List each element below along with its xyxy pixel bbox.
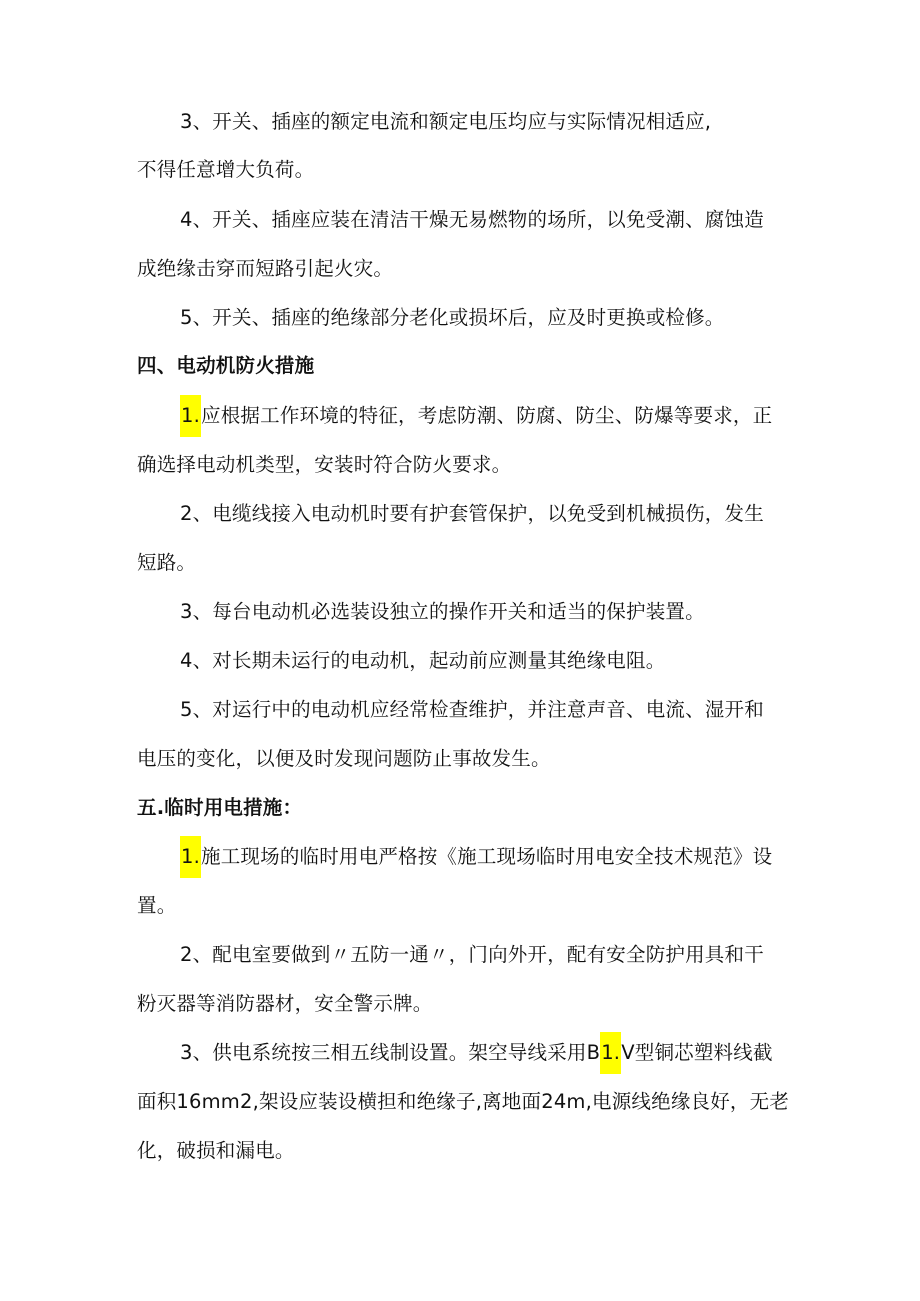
s3-item3-line1: 3、开关、插座的额定电流和额定电压均应与实际情况相适应, [180, 110, 712, 133]
s5-item3-line1 [180, 1040, 773, 1066]
s3-item5-line1: 5、开关、插座的绝缘部分老化或损坏后，应及时更换或检修。 [180, 306, 725, 329]
s5-item1-line2: 置。 [137, 894, 177, 917]
highlight-mark: 1. [180, 395, 201, 437]
s5-item2-line1: 2、配电室要做到〃五防一通〃，门向外开，配有安全防护用具和干 [180, 943, 764, 966]
s4-item2-line1: 2、电缆线接入电动机时要有护套管保护，以免受到机械损伤，发生 [180, 502, 764, 525]
s4-item4-line1: 4、对长期未运行的电动机，起动前应测量其绝缘电阻。 [180, 649, 666, 672]
section4-heading: 四、电动机防火措施 [137, 354, 315, 377]
s4-item5-line1: 5、对运行中的电动机应经常检查维护，并注意声音、电流、湿开和 [180, 698, 764, 721]
s4-item5-line2: 电压的变化，以便及时发现问题防止事故发生。 [137, 747, 551, 770]
s3-item3-line2: 不得任意增大负荷。 [137, 158, 315, 181]
s5-item1-line1 [180, 844, 772, 870]
s5-item3-line3: 化，破损和漏电。 [137, 1139, 295, 1162]
highlight-mark: 1. [600, 1032, 621, 1074]
highlight-mark: 1. [180, 836, 201, 878]
s5-item3-line2: 面积16mm2,架设应装设横担和绝缘子,离地面24m,电源线绝缘良好，无老 [137, 1090, 790, 1113]
s5-item3-line1-post: V型铜芯塑料线截 [621, 1041, 773, 1064]
s4-item3-line1: 3、每台电动机必选装设独立的操作开关和适当的保护装置。 [180, 600, 705, 623]
section5-heading: 五.临时用电措施： [137, 796, 303, 819]
s4-item1-line2: 确选择电动机类型，安装时符合防火要求。 [137, 453, 512, 476]
s3-item4-line2: 成绝缘击穿而短路引起火灾。 [137, 257, 394, 280]
s4-item1-line1 [180, 403, 772, 429]
s5-item2-line2: 粉灭器等消防器材，安全警示牌。 [137, 992, 433, 1015]
s5-item1-line1-text: 施工现场的临时用电严格按《施工现场临时用电安全技术规范》设 [201, 845, 773, 868]
s5-item3-line1-pre: 3、供电系统按三相五线制设置。架空导线采用B [180, 1041, 601, 1064]
s4-item1-line1-text: 应根据工作环境的特征，考虑防潮、防腐、防尘、防爆等要求，正 [201, 404, 773, 427]
s3-item4-line1: 4、开关、插座应装在清洁干燥无易燃物的场所，以免受潮、腐蚀造 [180, 208, 764, 231]
s4-item2-line2: 短路。 [137, 551, 197, 574]
